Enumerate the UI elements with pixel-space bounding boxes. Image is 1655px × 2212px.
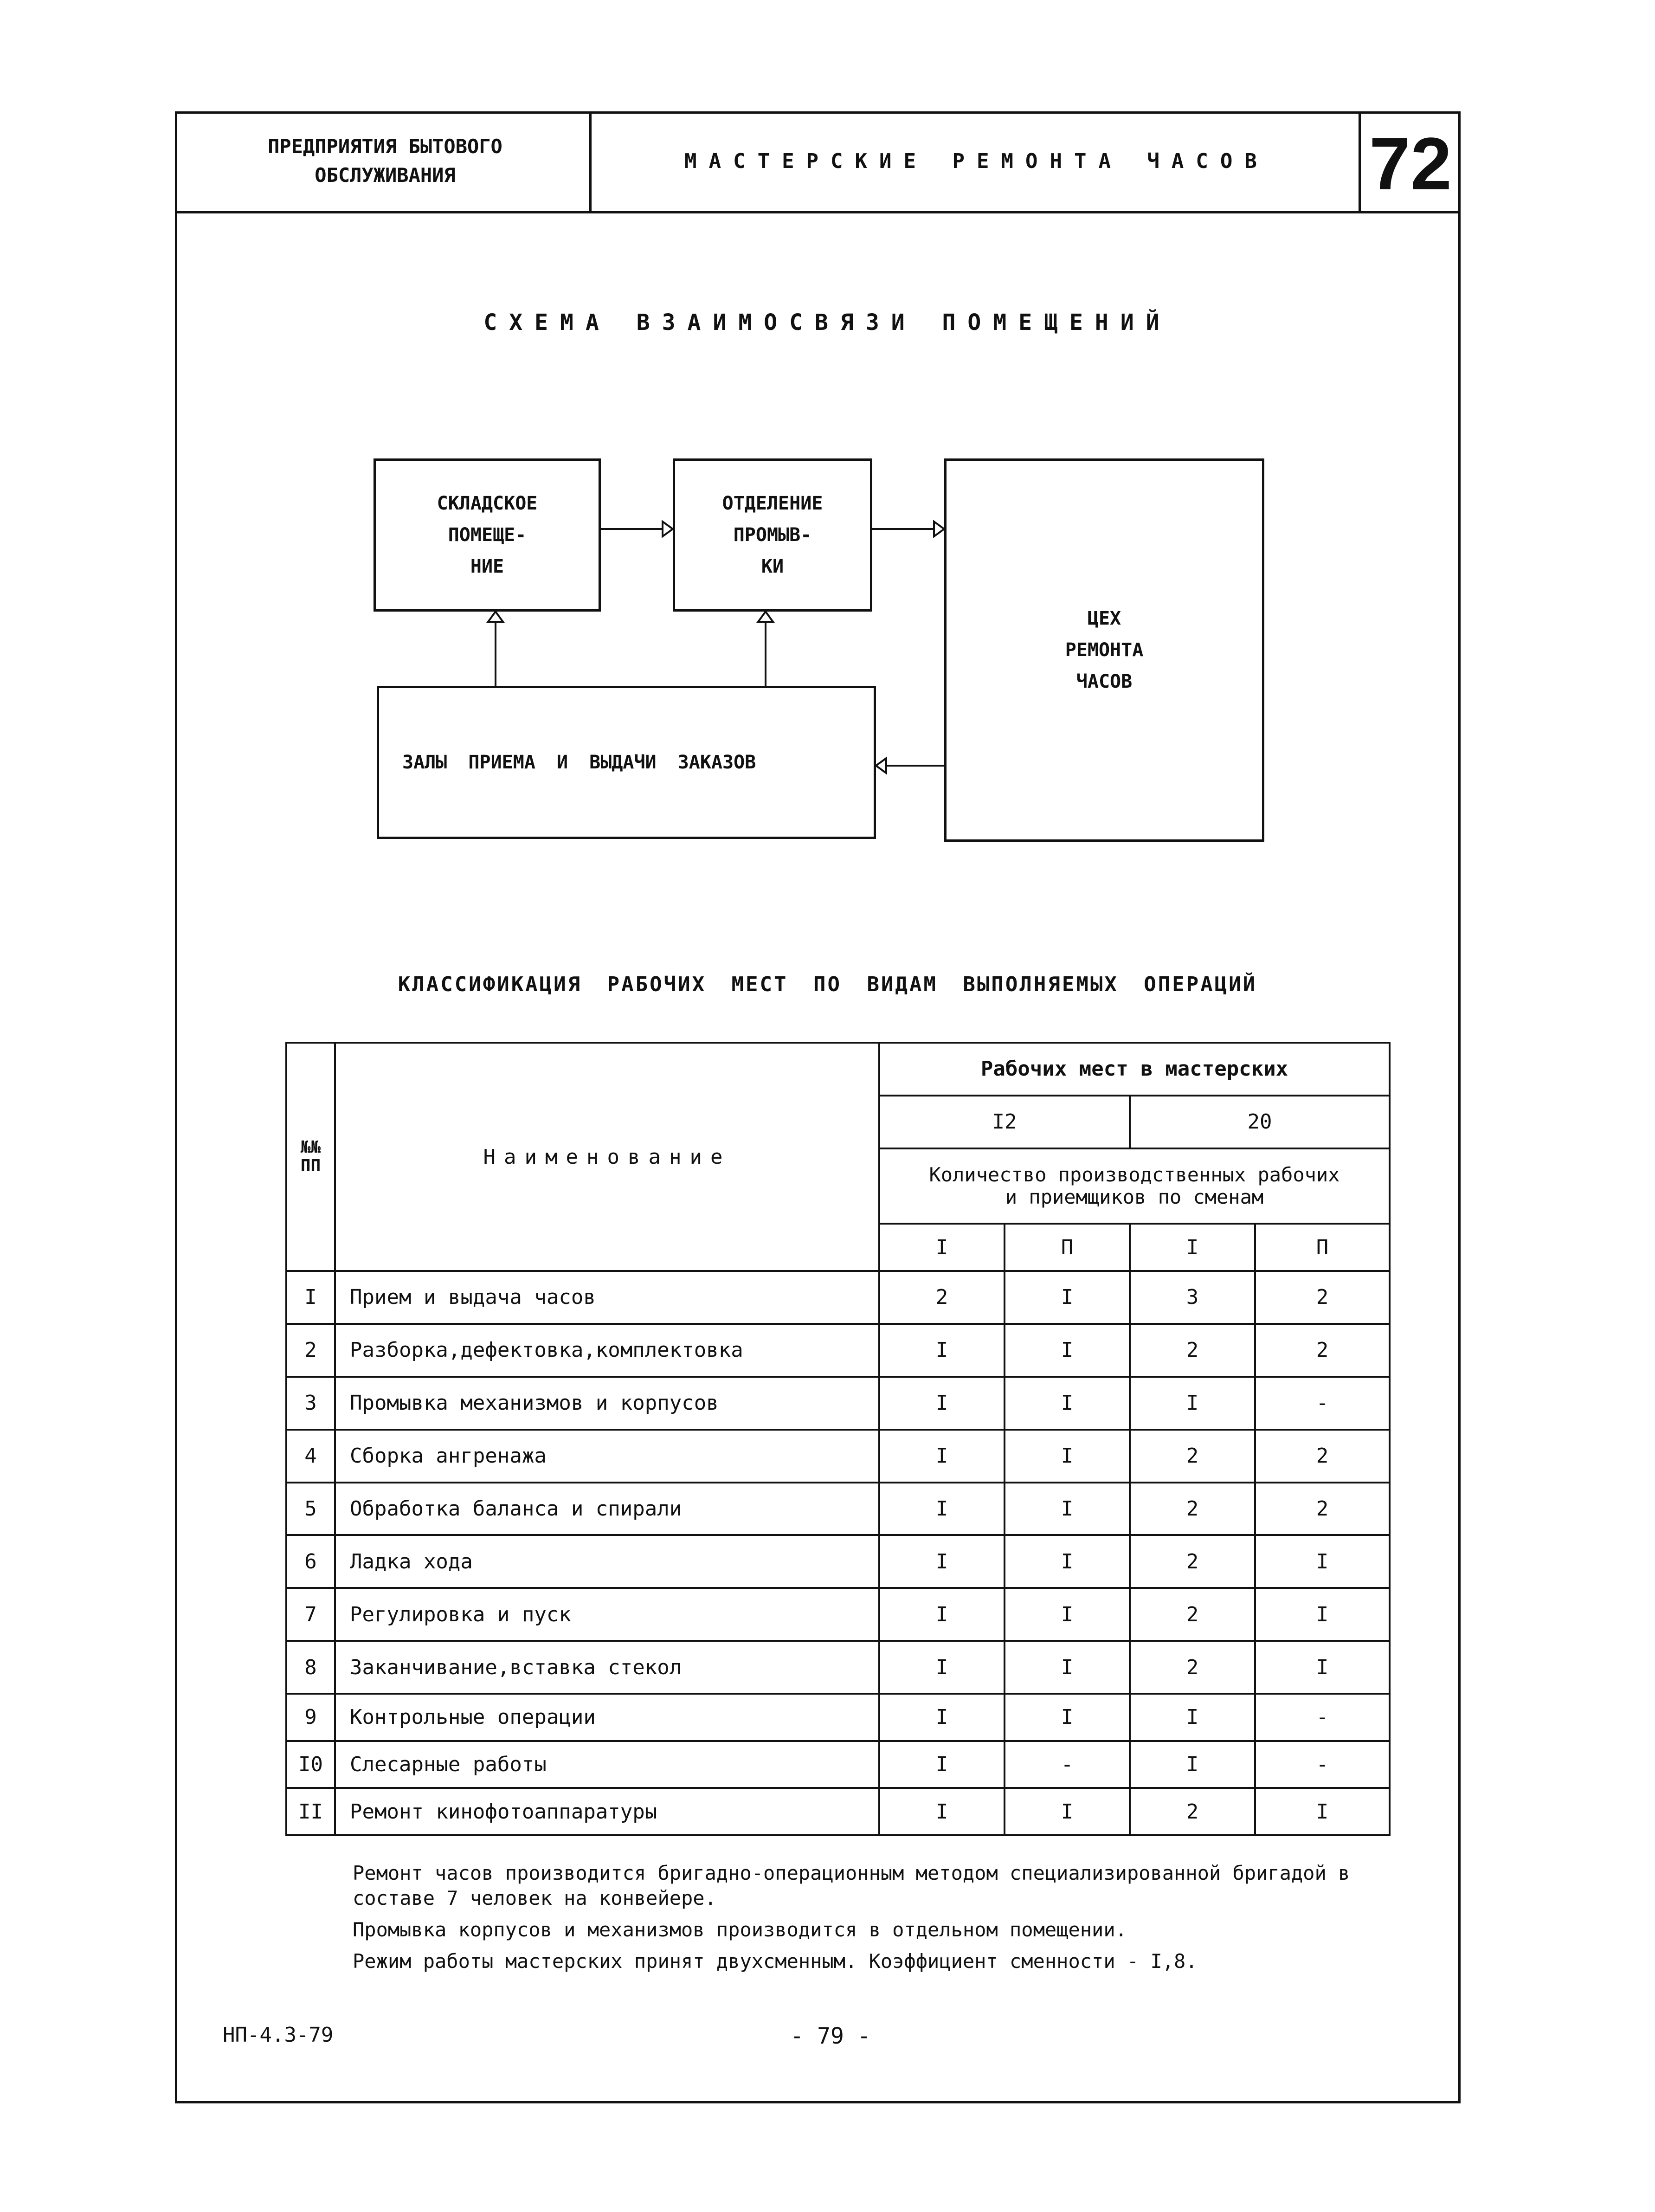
arrowhead-washing-left (663, 522, 673, 536)
arrowhead-reception-right (876, 758, 886, 773)
row-value: I (879, 1430, 1005, 1483)
row-value: I (879, 1483, 1005, 1535)
table-row (286, 1483, 1390, 1535)
header-no: №№ ПП (286, 1043, 335, 1271)
row-value: I (879, 1324, 1005, 1377)
node-reception-label: ЗАЛЫ ПРИЕМА И ВЫДАЧИ ЗАКАЗОВ (402, 752, 756, 773)
row-value: 2 (1130, 1483, 1255, 1535)
row-number: 5 (286, 1483, 335, 1535)
diagram-title: СХЕМА ВЗАИМОСВЯЗИ ПОМЕЩЕНИЙ (483, 310, 1172, 335)
row-value: 2 (1130, 1430, 1255, 1483)
row-value: - (1255, 1741, 1390, 1788)
node-workshop (944, 458, 1264, 842)
row-number: II (286, 1788, 335, 1835)
row-value: I (879, 1788, 1005, 1835)
node-washing (673, 458, 872, 612)
page-number: - 79 - (790, 2023, 871, 2049)
note-3: Режим работы мастерских принят двухсменным. Коэффициент сменности - I,8. (353, 1950, 1198, 1973)
row-value: I (879, 1377, 1005, 1430)
row-value: I (1005, 1324, 1130, 1377)
row-number: I0 (286, 1741, 335, 1788)
row-name: Сборка ангренажа (335, 1430, 879, 1483)
row-name: Промывка механизмов и корпусов (335, 1377, 879, 1430)
row-value: I (1130, 1694, 1255, 1741)
row-name: Ремонт кинофотоаппаратуры (335, 1788, 879, 1835)
row-value: - (1005, 1741, 1130, 1788)
header-shift: I (1130, 1224, 1255, 1271)
header-group: Рабочих мест в мастерских (879, 1043, 1390, 1096)
row-value: 2 (1130, 1788, 1255, 1835)
note-2: Промывка корпусов и механизмов производится в отдельном помещении. (353, 1918, 1127, 1941)
operations-table-body (286, 1271, 1390, 1835)
node-washing-label: ОТДЕЛЕНИЕ ПРОМЫВ- КИ (722, 493, 823, 577)
row-name: Обработка баланса и спирали (335, 1483, 879, 1535)
row-value: I (1255, 1641, 1390, 1694)
header-size-20: 20 (1130, 1096, 1390, 1148)
table-row (286, 1588, 1390, 1641)
row-name: Регулировка и пуск (335, 1588, 879, 1641)
row-number: 3 (286, 1377, 335, 1430)
row-name: Прием и выдача часов (335, 1271, 879, 1324)
row-name: Заканчивание,вставка стекол (335, 1641, 879, 1694)
notes (353, 1861, 1420, 1980)
row-number: 7 (286, 1588, 335, 1641)
row-number: 2 (286, 1324, 335, 1377)
row-value: 2 (1130, 1324, 1255, 1377)
header-shift: П (1005, 1224, 1130, 1271)
section-title: МАСТЕРСКИЕ РЕМОНТА ЧАСОВ (684, 149, 1269, 173)
row-number: 8 (286, 1641, 335, 1694)
row-value: I (1255, 1788, 1390, 1835)
operations-table (285, 1042, 1391, 1836)
row-value: 2 (1130, 1641, 1255, 1694)
table-title: КЛАССИФИКАЦИЯ РАБОЧИХ МЕСТ ПО ВИДАМ ВЫПОЛНЯЕМЫХ ОПЕРАЦИЙ (398, 973, 1257, 996)
header-name: Наименование (335, 1043, 879, 1271)
row-value: I (1005, 1641, 1130, 1694)
row-value: - (1255, 1377, 1390, 1430)
table-row (286, 1641, 1390, 1694)
row-value: I (1005, 1430, 1130, 1483)
row-value: 3 (1130, 1271, 1255, 1324)
table-header-row-1 (286, 1043, 1390, 1096)
row-value: I (879, 1741, 1005, 1788)
row-value: I (879, 1641, 1005, 1694)
row-value: I (1005, 1535, 1130, 1588)
sheet-number: 72 (1369, 122, 1452, 205)
row-value: I (1005, 1483, 1130, 1535)
table-row (286, 1271, 1390, 1324)
table-row (286, 1324, 1390, 1377)
row-name: Контрольные операции (335, 1694, 879, 1741)
row-name: Ладка хода (335, 1535, 879, 1588)
node-workshop-label: ЦЕХ РЕМОНТА ЧАСОВ (1065, 608, 1144, 692)
row-name: Разборка,дефектовка,комплектовка (335, 1324, 879, 1377)
document-code: НП-4.3-79 (223, 2023, 334, 2047)
row-number: 6 (286, 1535, 335, 1588)
header-size-12: I2 (879, 1096, 1130, 1148)
header-shift: П (1255, 1224, 1390, 1271)
row-number: 4 (286, 1430, 335, 1483)
node-reception (377, 686, 876, 839)
header-shift: I (879, 1224, 1005, 1271)
row-number: I (286, 1271, 335, 1324)
row-number: 9 (286, 1694, 335, 1741)
node-storage-label: СКЛАДСКОЕ ПОМЕЩЕ- НИЕ (437, 493, 538, 577)
arrowhead-washing-bottom (758, 612, 773, 622)
row-value: I (1130, 1741, 1255, 1788)
row-value: 2 (1130, 1588, 1255, 1641)
row-value: 2 (1255, 1483, 1390, 1535)
note-1: Ремонт часов производится бригадно-операционным методом специализированной бригадой в составе 7 человек на конвейере. (353, 1862, 1350, 1909)
row-value: I (879, 1694, 1005, 1741)
arrowhead-workshop-left (934, 522, 944, 536)
row-name: Слесарные работы (335, 1741, 879, 1788)
node-storage (374, 458, 601, 612)
organization-line-1: ПРЕДПРИЯТИЯ БЫТОВОГО (268, 135, 502, 158)
row-value: I (1255, 1535, 1390, 1588)
row-value: 2 (1255, 1430, 1390, 1483)
row-value: I (1255, 1588, 1390, 1641)
row-value: I (879, 1535, 1005, 1588)
table-row (286, 1430, 1390, 1483)
row-value: 2 (1130, 1535, 1255, 1588)
row-value: I (1005, 1271, 1130, 1324)
table-row (286, 1788, 1390, 1835)
row-value: 2 (879, 1271, 1005, 1324)
row-value: - (1255, 1694, 1390, 1741)
table-row (286, 1377, 1390, 1430)
row-value: I (1005, 1788, 1130, 1835)
row-value: 2 (1255, 1271, 1390, 1324)
arrowhead-storage-bottom (488, 612, 503, 622)
row-value: I (1005, 1694, 1130, 1741)
table-row (286, 1741, 1390, 1788)
header-shift-desc: Количество производственных рабочих и приемщиков по сменам (879, 1148, 1390, 1224)
row-value: 2 (1255, 1324, 1390, 1377)
row-value: I (879, 1588, 1005, 1641)
table-row (286, 1535, 1390, 1588)
row-value: I (1005, 1377, 1130, 1430)
table-row (286, 1694, 1390, 1741)
organization-line-2: ОБСЛУЖИВАНИЯ (315, 164, 456, 187)
row-value: I (1130, 1377, 1255, 1430)
row-value: I (1005, 1588, 1130, 1641)
